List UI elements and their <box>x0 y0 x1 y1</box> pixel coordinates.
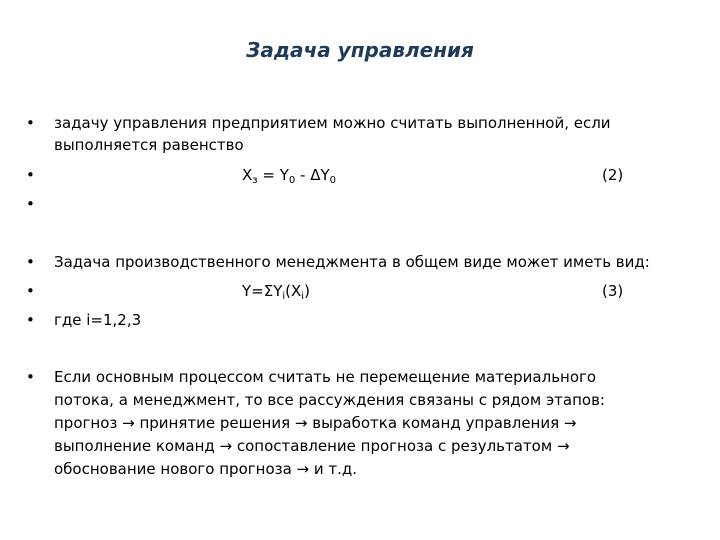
bullet-item-5 <box>26 251 706 273</box>
formula-number: (2) <box>602 166 624 184</box>
formula-text: - ΔY <box>295 166 330 184</box>
bullet-text-line: задачу управления предприятием можно считать выполненной, если <box>54 114 611 132</box>
bullet-text-line: обоснование нового прогноза → и т.д. <box>54 460 358 478</box>
formula-subscript: 0 <box>329 175 337 186</box>
bullet-marker: • <box>26 282 35 300</box>
formula-text: ) <box>304 282 310 300</box>
formula-2 <box>242 164 336 186</box>
formula-text: Y=ΣY <box>242 282 283 300</box>
bullet-marker: • <box>26 195 35 213</box>
formula-subscript: з <box>252 175 258 186</box>
bullet-text-line: Задача производственного менеджмента в общем виде может иметь вид: <box>54 253 650 271</box>
bullet-item-8 <box>26 366 686 481</box>
bullet-item-1 <box>26 112 686 156</box>
bullet-item-2 <box>26 164 686 186</box>
formula-3 <box>242 280 310 302</box>
bullet-marker: • <box>26 253 35 271</box>
bullet-text-line: Если основным процессом считать не перемещение материального <box>54 368 597 386</box>
bullet-text-line: выполнение команд → сопоставление прогноза с результатом → <box>54 437 570 455</box>
formula-subscript: i <box>282 291 286 302</box>
bullet-text-line: прогноз → принятие решения → выработка команд управления → <box>54 414 577 432</box>
bullet-marker: • <box>26 114 35 132</box>
bullet-marker: • <box>26 166 35 184</box>
formula-text: X <box>242 166 253 184</box>
formula-text: = Y <box>257 166 289 184</box>
formula-text: (X <box>285 282 302 300</box>
bullet-item-7 <box>26 309 686 331</box>
bullet-text-line: потока, а менеджмент, то все рассуждения связаны с рядом этапов: <box>54 391 605 409</box>
bullet-text-line: где i=1,2,3 <box>54 311 142 329</box>
formula-subscript: 0 <box>288 175 296 186</box>
bullet-text-line: выполняется равенство <box>54 136 244 154</box>
slide-title: Задача управления <box>246 38 474 62</box>
bullet-marker: • <box>26 368 35 386</box>
bullet-marker: • <box>26 311 35 329</box>
bullet-item-3 <box>26 193 686 215</box>
formula-number: (3) <box>602 282 624 300</box>
bullet-item-6 <box>26 280 686 302</box>
formula-subscript: i <box>301 291 305 302</box>
